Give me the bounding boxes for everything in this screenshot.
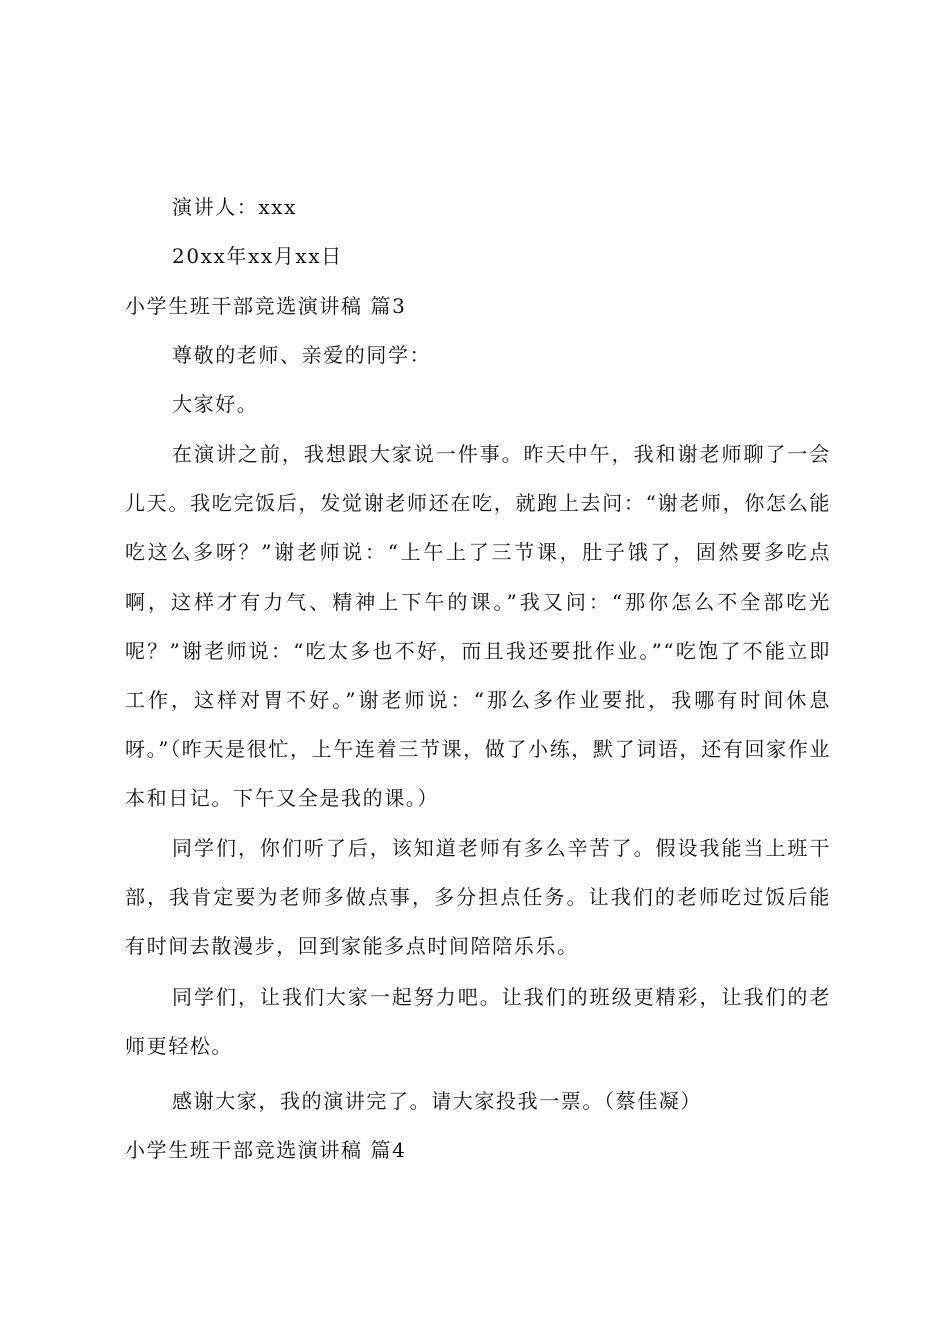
paragraph-appeal: 同学们，让我们大家一起努力吧。让我们的班级更精彩，让我们的老师更轻松。 [125,985,831,1059]
paragraph-commitment: 同学们，你们听了后，该知道老师有多么辛苦了。假设我能当上班干部，我肯定要为老师多做点事，多分担点任务。让我们的老师吃过饭后能有时间去散漫步，回到家能多点时间陪陪乐乐。 [125,836,831,959]
greeting: 大家好。 [172,392,259,416]
speaker-line: 演讲人：xxx [172,195,298,219]
section-heading-4: 小学生班干部竞选演讲稿 篇4 [125,1138,407,1162]
section-heading-3: 小学生班干部竞选演讲稿 篇3 [125,294,407,318]
salutation: 尊敬的老师、亲爱的同学： [172,343,432,367]
closing-line: 感谢大家，我的演讲完了。请大家投我一票。（蔡佳凝） [172,1089,702,1113]
paragraph-story: 在演讲之前，我想跟大家说一件事。昨天中午，我和谢老师聊了一会儿天。我吃完饭后，发觉谢老师还在吃，就跑上去问：“谢老师，你怎么能吃这么多呀？”谢老师说：“上午上了三节课，肚子饿了，固然要多吃点啊，这样才有力气、精神上下午的课。”我又问：“那你怎么不全部吃光呢？”谢老师说：“吃太多也不好，而且我还要批作业。”“吃饱了不能立即工作，这样对胃不好。”谢老师说：“那么多作业要批，我哪有时间休息呀。”（昨天是很忙，上午连着三节课，做了小练，默了词语，还有回家作业本和日记。下午又全是我的课。） [125,442,831,811]
date-line: 20xx年xx月xx日 [172,244,343,268]
